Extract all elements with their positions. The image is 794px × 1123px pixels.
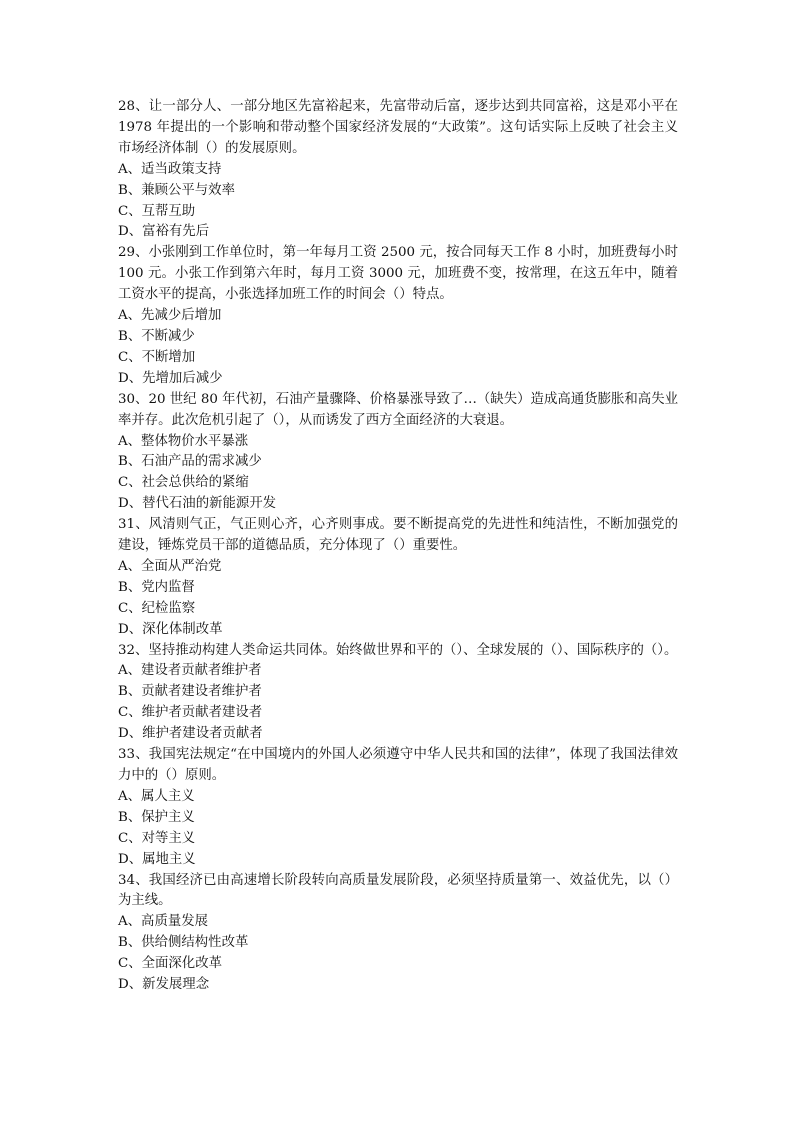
option-c: C、不断增加 <box>118 349 196 365</box>
option-b: B、供给侧结构性改革 <box>118 935 249 951</box>
question-stem: 34、我国经济已由高速增长阶段转向高质量发展阶段，必须坚持质量第一、效益优先，以（）为主线。 <box>118 872 678 909</box>
option-d: D、先增加后减少 <box>118 370 223 386</box>
option-d: D、替代石油的新能源开发 <box>118 496 277 512</box>
question-stem: 33、我国宪法规定“在中国境内的外国人必须遵守中华人民共和国的法律”，体现了我国法律效力中的（）原则。 <box>118 747 678 783</box>
option-a: A、高质量发展 <box>118 914 209 930</box>
option-b: B、不断减少 <box>118 328 195 344</box>
option-b: B、兼顾公平与效率 <box>118 182 235 198</box>
option-c: C、社会总供给的紧缩 <box>118 475 249 491</box>
question-34 <box>118 871 678 996</box>
question-stem: 28、让一部分人、一部分地区先富裕起来，先富带动后富，逐步达到共同富裕，这是邓小平在 1978 年提出的一个影响和带动整个国家经济发展的“大政策”。这句话实际上反映了社会主义市场经济体制（）的发展原则。 <box>118 99 678 156</box>
question-32 <box>118 641 678 746</box>
option-a: A、适当政策支持 <box>118 161 222 177</box>
option-c: C、全面深化改革 <box>118 956 222 972</box>
option-d: D、富裕有先后 <box>118 224 210 240</box>
option-a: A、整体物价水平暴涨 <box>118 433 249 449</box>
option-d: D、深化体制改革 <box>118 621 223 637</box>
document-page <box>118 97 678 996</box>
option-d: D、新发展理念 <box>118 977 210 993</box>
question-stem: 30、20 世纪 80 年代初，石油产量骤降、价格暴涨导致了…（缺失）造成高通货膨胀和高失业率并存。此次危机引起了（），从而诱发了西方全面经济的大衰退。 <box>118 391 678 428</box>
option-c: C、维护者贡献者建设者 <box>118 705 263 721</box>
option-b: B、党内监督 <box>118 579 195 595</box>
question-29 <box>118 243 678 389</box>
question-stem: 29、小张刚到工作单位时，第一年每月工资 2500 元，按合同每天工作 8 小时，加班费每小时 100 元。小张工作到第六年时，每月工资 3000 元，加班费不变，按常理，在这五年中，随着工资水平的提高，小张选择加班工作的时间会（）特点。 <box>118 245 678 303</box>
option-a: A、建设者贡献者维护者 <box>118 663 262 679</box>
option-a: A、全面从严治党 <box>118 558 222 574</box>
question-stem: 32、坚持推动构建人类命运共同体。始终做世界和平的（）、全球发展的（）、国际秩序的（）。 <box>118 642 678 658</box>
question-30 <box>118 390 678 515</box>
option-c: C、互帮互助 <box>118 203 196 219</box>
question-stem: 31、风清则气正，气正则心齐，心齐则事成。要不断提高党的先进性和纯洁性，不断加强党的建设，锤炼党员干部的道德品质，充分体现了（）重要性。 <box>118 517 678 554</box>
option-c: C、纪检监察 <box>118 600 196 616</box>
question-28 <box>118 97 678 243</box>
option-b: B、石油产品的需求减少 <box>118 454 262 470</box>
option-d: D、维护者建设者贡献者 <box>118 726 263 742</box>
option-c: C、对等主义 <box>118 830 196 846</box>
question-31 <box>118 515 678 640</box>
option-b: B、保护主义 <box>118 809 195 825</box>
option-a: A、属人主义 <box>118 788 195 804</box>
option-a: A、先减少后增加 <box>118 308 222 324</box>
option-b: B、贡献者建设者维护者 <box>118 684 262 700</box>
option-d: D、属地主义 <box>118 851 196 867</box>
question-33 <box>118 745 678 870</box>
